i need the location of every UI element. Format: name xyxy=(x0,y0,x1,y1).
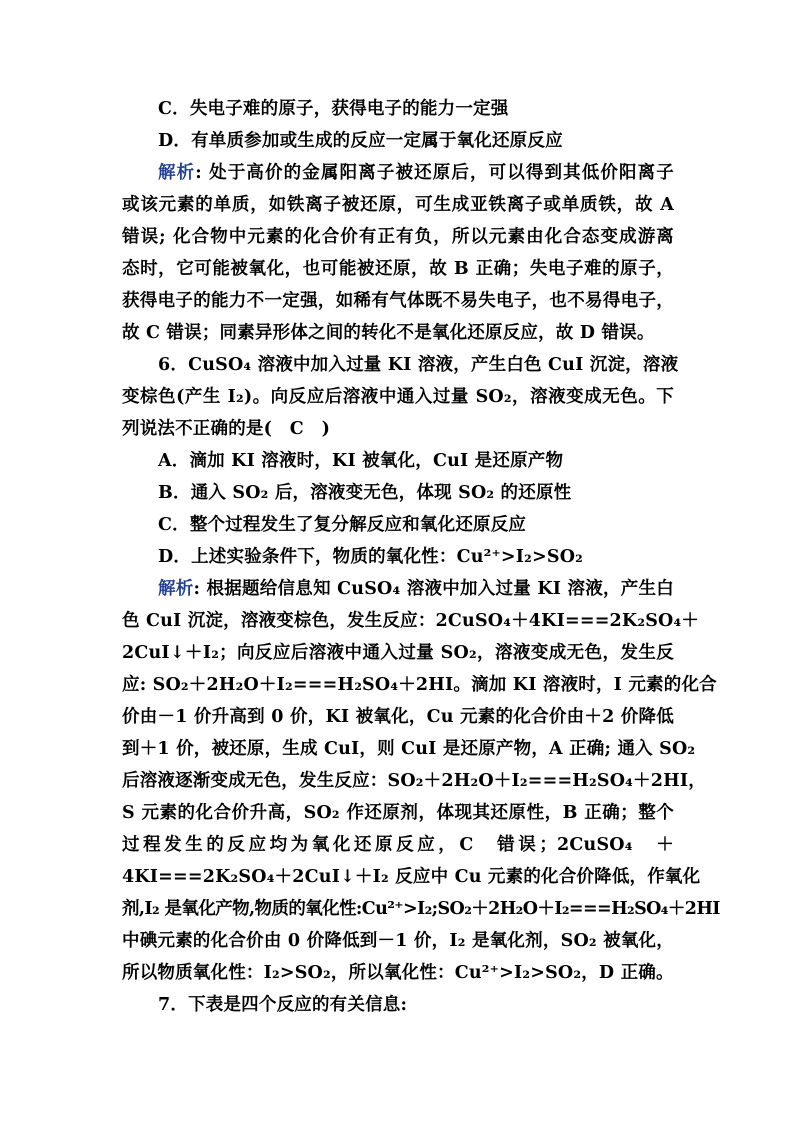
q6-stem-line-3: 列说法不正确的是( C ) xyxy=(122,419,331,439)
q5-analysis-text-1: : 处于高价的金属阳离子被还原后，可以得到其低价阳离子 xyxy=(195,163,674,183)
q6-stem-line-2: 变棕色(产生 I₂)。向反应后溶液中通入过量 SO₂，溶液变成无色。下 xyxy=(122,387,674,407)
q6-analysis-line-11: 剂,I₂ 是氧化产物,物质的氧化性:Cu²⁺>I₂;SO₂＋2H₂O＋I₂===H₂SO₄＋2HI xyxy=(122,899,720,919)
q6-analysis-line-9: 过程发生的反应均为氧化还原反应，C 错误；2CuSO₄ ＋ xyxy=(122,835,674,855)
q5-option-c: C．失电子难的原子，获得电子的能力一定强 xyxy=(158,99,509,119)
q5-analysis-line-5: 获得电子的能力不一定强，如稀有气体既不易失电子，也不易得电子， xyxy=(122,291,674,311)
q5-analysis-line-3: 错误; 化合物中元素的化合价有正有负，所以元素由化合态变成游离 xyxy=(122,227,674,247)
q6-analysis-line-1 xyxy=(158,576,674,602)
q6-stem-line-1: 6．CuSO₄ 溶液中加入过量 KI 溶液，产生白色 CuI 沉淀，溶液 xyxy=(158,355,679,375)
analysis-label: 解析 xyxy=(158,579,194,599)
q6-option-c: C．整个过程发生了复分解反应和氧化还原反应 xyxy=(158,515,527,535)
q6-analysis-text-1: : 根据题给信息知 CuSO₄ 溶液中加入过量 KI 溶液，产生白 xyxy=(193,579,674,599)
analysis-label: 解析 xyxy=(158,163,196,183)
q6-analysis-line-6: 到＋1 价，被还原，生成 CuI，则 CuI 是还原产物，A 正确; 通入 SO₂ xyxy=(122,739,696,759)
q6-analysis-line-3: 2CuI↓＋I₂；向反应后溶液中通入过量 SO₂，溶液变成无色，发生反 xyxy=(122,643,674,663)
q6-analysis-line-7: 后溶液逐渐变成无色，发生反应：SO₂＋2H₂O＋I₂===H₂SO₄＋2HI， xyxy=(122,771,706,791)
q6-option-d: D．上述实验条件下，物质的氧化性：Cu²⁺>I₂>SO₂ xyxy=(158,547,584,567)
q6-option-b: B．通入 SO₂ 后，溶液变无色，体现 SO₂ 的还原性 xyxy=(158,483,572,503)
q6-analysis-line-10: 4KI===2K₂SO₄＋2CuI↓＋I₂ 反应中 Cu 元素的化合价降低，作氧化 xyxy=(122,867,701,887)
q6-analysis-line-13: 所以物质氧化性：I₂>SO₂，所以氧化性：Cu²⁺>I₂>SO₂，D 正确。 xyxy=(122,963,674,983)
q6-analysis-line-5: 价由－1 价升高到 0 价，KI 被氧化，Cu 元素的化合价由＋2 价降低 xyxy=(122,707,674,727)
q6-option-a: A．滴加 KI 溶液时，KI 被氧化，CuI 是还原产物 xyxy=(158,451,564,471)
q7-stem: 7．下表是四个反应的有关信息: xyxy=(158,995,408,1015)
q6-analysis-line-12: 中碘元素的化合价由 0 价降低到－1 价，I₂ 是氧化剂，SO₂ 被氧化， xyxy=(122,931,674,951)
q5-option-d: D．有单质参加或生成的反应一定属于氧化还原反应 xyxy=(158,131,563,151)
q5-analysis-line-1 xyxy=(158,160,674,186)
q5-analysis-line-2: 或该元素的单质，如铁离子被还原，可生成亚铁离子或单质铁，故 A xyxy=(122,195,674,215)
q5-analysis-line-6: 故 C 错误；同素异形体之间的转化不是氧化还原反应，故 D 错误。 xyxy=(122,323,655,343)
q6-analysis-line-2: 色 CuI 沉淀，溶液变棕色，发生反应：2CuSO₄＋4KI===2K₂SO₄＋ xyxy=(122,611,700,631)
q6-analysis-line-4: 应: SO₂＋2H₂O＋I₂===H₂SO₄＋2HI。滴加 KI 溶液时，I 元素的化合 xyxy=(122,675,717,695)
q5-analysis-line-4: 态时，它可能被氧化，也可能被还原，故 B 正确；失电子难的原子， xyxy=(122,259,674,279)
q6-analysis-line-8: S 元素的化合价升高，SO₂ 作还原剂，体现其还原性，B 正确；整个 xyxy=(122,803,674,823)
